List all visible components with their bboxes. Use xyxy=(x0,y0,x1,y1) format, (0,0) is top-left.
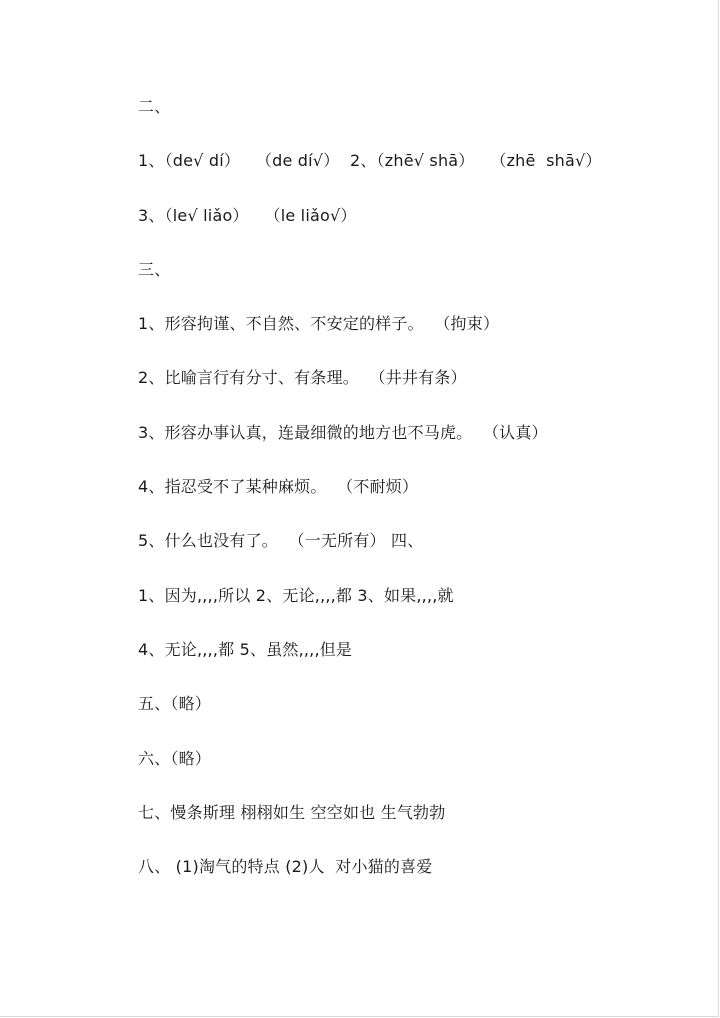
answer-line: 5、什么也没有了。 （一无所有） 四、 xyxy=(138,531,424,551)
section-heading-6: 六、（略） xyxy=(138,748,212,768)
answer-line: 1、因为,,,,所以 2、无论,,,,都 3、如果,,,,就 xyxy=(138,585,454,605)
answer-line: 4、无论,,,,都 5、虽然,,,,但是 xyxy=(138,639,353,659)
section-heading-2: 二、 xyxy=(138,97,171,116)
answer-line: 1、（de√ dí） （de dí√） 2、（zhē√ shā） （zhē shā√） xyxy=(138,151,602,171)
section-heading-7: 七、慢条斯理 栩栩如生 空空如也 生气勃勃 xyxy=(138,802,446,822)
answer-lines xyxy=(138,92,698,906)
answer-line: 3、形容办事认真，连最细微的地方也不马虎。 （认真） xyxy=(138,422,548,442)
answer-line: 3、（le√ liǎo） （le liǎo√） xyxy=(138,205,357,225)
section-heading-5: 五、（略） xyxy=(138,694,212,714)
section-heading-8: 八、 (1)淘气的特点 (2)人 对小猫的喜爱 xyxy=(138,857,433,877)
answer-line: 1、形容拘谨、不自然、不安定的样子。 （拘束） xyxy=(138,314,500,334)
section-heading-3: 三、 xyxy=(138,259,171,279)
answer-line: 2、比喻言行有分寸、有条理。 （井井有条） xyxy=(138,368,467,388)
answer-line: 4、指忍受不了某种麻烦。 （不耐烦） xyxy=(138,477,419,497)
